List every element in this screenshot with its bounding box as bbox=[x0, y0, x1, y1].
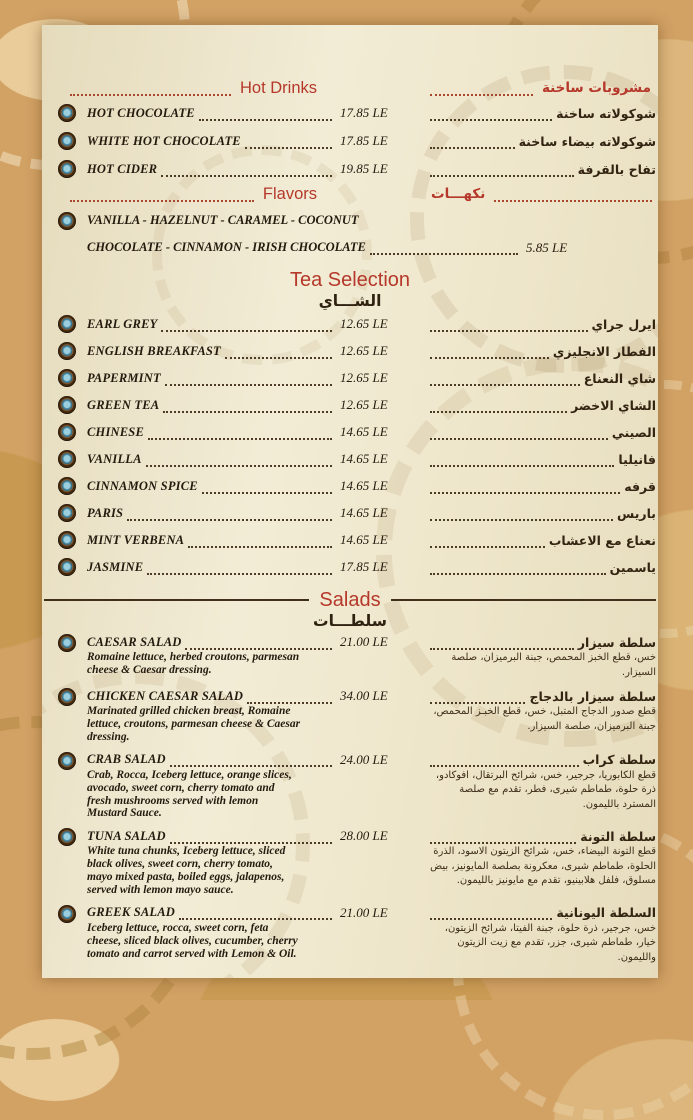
item-name-en: ENGLISH BREAKFAST bbox=[87, 343, 221, 358]
dotted-leader bbox=[188, 533, 332, 548]
dotted-leader bbox=[202, 479, 332, 494]
item-name-ar: نعناع مع الاعشاب bbox=[548, 532, 656, 548]
dotted-leader bbox=[199, 106, 332, 121]
menu-item-row bbox=[42, 99, 658, 127]
item-name-ar: الصيني bbox=[611, 424, 656, 440]
item-english-column bbox=[87, 827, 336, 897]
flavors-text: CHOCOLATE - CINNAMON - IRISH CHOCOLATE bbox=[87, 240, 366, 254]
item-name-en: GREEK SALAD bbox=[87, 905, 175, 920]
dotted-leader bbox=[165, 371, 332, 386]
dotted-leader bbox=[430, 506, 613, 521]
divider-line bbox=[391, 599, 656, 601]
menu-item-row bbox=[42, 527, 658, 554]
item-name-en: HOT CHOCOLATE bbox=[87, 105, 195, 120]
item-name-line bbox=[87, 827, 336, 845]
section-hot-drinks bbox=[42, 77, 658, 183]
item-arabic-cell bbox=[426, 479, 656, 494]
item-arabic-cell bbox=[426, 134, 656, 149]
item-english-column bbox=[87, 687, 336, 744]
dotted-leader bbox=[161, 162, 332, 177]
item-name-line bbox=[87, 687, 336, 705]
item-price: 14.65 LE bbox=[340, 505, 388, 521]
dotted-leader bbox=[370, 240, 518, 255]
item-name-en: PAPERMINT bbox=[87, 370, 161, 385]
item-price: 28.00 LE bbox=[340, 828, 388, 844]
coffee-badge-icon bbox=[58, 315, 76, 333]
item-price: 34.00 LE bbox=[340, 688, 388, 704]
item-description-ar: قطع الكابوريا، جرجير، خس، شرائح البرتقال، افوكادو، ذرة حلوة، طماطم شيرى، فطر، تقدم مع صلصة المسترد بالليمون. bbox=[435, 769, 656, 810]
item-name-en: PARIS bbox=[87, 505, 124, 520]
coffee-badge-icon bbox=[58, 369, 76, 387]
flavors-text: VANILLA - HAZELNUT - CARAMEL - COCONUT bbox=[87, 213, 359, 227]
dotted-leader bbox=[430, 560, 606, 575]
item-name-ar: تفاح بالقرفة bbox=[577, 161, 656, 177]
salad-item-row bbox=[42, 630, 658, 684]
item-description-en: Romaine lettuce, herbed croutons, parmesan cheese & Caesar dressing. bbox=[87, 651, 300, 677]
item-arabic-column bbox=[426, 751, 656, 813]
item-name-en: CHINESE bbox=[87, 424, 144, 439]
item-price: 24.00 LE bbox=[340, 751, 388, 767]
dotted-leader bbox=[430, 752, 579, 767]
section-flavors bbox=[42, 183, 658, 261]
dotted-leader bbox=[430, 106, 552, 121]
item-english-column bbox=[87, 751, 336, 821]
section-title-ar: سلطـــات bbox=[313, 611, 387, 630]
coffee-badge-icon bbox=[58, 132, 76, 150]
coffee-badge-icon bbox=[58, 342, 76, 360]
item-price: 21.00 LE bbox=[340, 904, 388, 920]
item-name-en: TUNA SALAD bbox=[87, 828, 166, 843]
section-tea-selection bbox=[42, 269, 658, 581]
item-arabic-cell bbox=[426, 425, 656, 440]
coffee-badge-icon bbox=[58, 828, 76, 846]
item-arabic-column bbox=[426, 827, 656, 889]
item-english-column bbox=[87, 904, 336, 961]
dotted-leader bbox=[225, 344, 332, 359]
salad-item-row bbox=[42, 824, 658, 901]
section-header-tea-selection bbox=[42, 269, 658, 311]
item-description-en: Iceberg lettuce, rocca, sweet corn, feta cheese, sliced black olives, cucumber, cherry tomato and carrot served with Lemon & Oil. bbox=[87, 921, 298, 960]
item-name-ar: سلطة سيزار bbox=[577, 634, 656, 650]
item-name-line-ar bbox=[426, 827, 656, 845]
coffee-badge-icon bbox=[58, 688, 76, 706]
dotted-leader bbox=[170, 829, 332, 844]
item-name-en: HOT CIDER bbox=[87, 161, 158, 176]
coffee-badge-icon bbox=[58, 634, 76, 652]
item-price: 12.65 LE bbox=[340, 370, 388, 386]
dotted-leader bbox=[430, 452, 614, 467]
item-name-ar: شاي النعناع bbox=[583, 370, 656, 386]
section-header-salads bbox=[42, 589, 658, 612]
item-price: 17.85 LE bbox=[340, 559, 388, 575]
dotted-leader bbox=[179, 905, 332, 920]
item-name-en: CINNAMON SPICE bbox=[87, 478, 198, 493]
salad-item-row bbox=[42, 748, 658, 825]
section-salads bbox=[42, 589, 658, 970]
item-name-ar: ياسمين bbox=[609, 559, 656, 575]
item-description-ar: خس، قطع الخبز المحمص، جبنة البرميزان، صلصة السيزار. bbox=[451, 652, 656, 678]
item-price: 21.00 LE bbox=[340, 634, 388, 650]
item-english-column bbox=[87, 633, 336, 677]
item-name-ar: شوكولاته ساخنة bbox=[556, 105, 656, 121]
item-arabic-cell bbox=[426, 317, 656, 332]
dotted-leader bbox=[146, 452, 332, 467]
item-description-en: Crab, Rocca, Iceberg lettuce, orange slices, avocado, sweet corn, cherry tomato and fresh mushrooms served with lemon Mustard Sauce. bbox=[87, 768, 292, 820]
item-price: 19.85 LE bbox=[340, 161, 388, 176]
section-title-ar: الشـــاي bbox=[318, 292, 382, 310]
item-description-en: Marinated grilled chicken breast, Romaine lettuce, croutons, parmesan cheese & Caesar dressing. bbox=[87, 705, 301, 743]
item-name-ar: السلطة اليونانية bbox=[556, 905, 656, 921]
item-name-en: CRAB SALAD bbox=[87, 752, 166, 767]
dotted-leader bbox=[430, 371, 580, 386]
dotted-leader bbox=[430, 479, 620, 494]
coffee-badge-icon bbox=[58, 752, 76, 770]
section-title-en: Tea Selection bbox=[289, 269, 411, 291]
dotted-leader bbox=[430, 635, 574, 650]
dotted-leader bbox=[430, 533, 545, 548]
item-price: 14.65 LE bbox=[340, 478, 388, 494]
section-title-ar: مشروبات ساخنة bbox=[541, 80, 651, 96]
dotted-leader bbox=[430, 829, 576, 844]
dotted-leader bbox=[163, 398, 332, 413]
item-name-line-ar bbox=[426, 904, 656, 922]
coffee-badge-icon bbox=[58, 212, 76, 230]
item-name-ar: سلطة سيزار بالدجاج bbox=[529, 688, 656, 704]
menu-item-row bbox=[42, 473, 658, 500]
dotted-leader bbox=[430, 162, 574, 177]
item-name-line-ar bbox=[426, 687, 656, 705]
item-price: 17.85 LE bbox=[340, 105, 388, 120]
item-name-en: JASMINE bbox=[87, 559, 144, 574]
item-arabic-cell bbox=[426, 533, 656, 548]
menu-item-row bbox=[42, 554, 658, 581]
dotted-leader bbox=[161, 317, 332, 332]
item-price: 14.65 LE bbox=[340, 532, 388, 548]
dotted-leader bbox=[430, 398, 567, 413]
dotted-leader bbox=[430, 317, 588, 332]
item-name-line bbox=[87, 751, 336, 769]
dotted-leader bbox=[148, 425, 332, 440]
item-description-en: White tuna chunks, Iceberg lettuce, sliced black olives, sweet corn, cherry tomato, mayo mixed pasta, boiled eggs, jalapenos, served with lemon mayo sauce. bbox=[87, 845, 286, 896]
item-price: 14.65 LE bbox=[340, 451, 388, 467]
item-name-ar: قرفه bbox=[624, 478, 656, 494]
section-header-flavors bbox=[42, 183, 658, 205]
menu-item-row bbox=[42, 155, 658, 183]
coffee-badge-icon bbox=[58, 423, 76, 441]
section-title-en: Hot Drinks bbox=[239, 78, 317, 97]
section-title-ar-cell bbox=[426, 186, 656, 202]
item-name-ar: الشاي الاخضر bbox=[571, 397, 656, 413]
salad-item-row bbox=[42, 901, 658, 970]
menu-item-row bbox=[42, 311, 658, 338]
section-title-ar: نكهـــات bbox=[431, 186, 486, 202]
menu-content bbox=[42, 25, 658, 978]
divider-line bbox=[44, 599, 309, 601]
menu-item-row bbox=[42, 446, 658, 473]
item-name-ar: فانيليا bbox=[618, 451, 656, 467]
dotted-leader bbox=[430, 425, 608, 440]
dotted-leader bbox=[430, 689, 525, 704]
item-price: 12.65 LE bbox=[340, 343, 388, 359]
dotted-leader bbox=[70, 81, 231, 96]
item-price: 5.85 LE bbox=[526, 239, 568, 255]
item-arabic-cell bbox=[426, 560, 656, 575]
coffee-badge-icon bbox=[58, 160, 76, 178]
item-price: 14.65 LE bbox=[340, 424, 388, 440]
item-price: 12.65 LE bbox=[340, 397, 388, 413]
dotted-leader bbox=[127, 506, 332, 521]
item-arabic-cell bbox=[426, 506, 656, 521]
section-title-en: Flavors bbox=[262, 184, 317, 203]
coffee-badge-icon bbox=[58, 477, 76, 495]
dotted-leader bbox=[147, 560, 332, 575]
item-arabic-cell bbox=[426, 162, 656, 177]
item-name-ar: سلطة التونة bbox=[580, 828, 656, 844]
item-name-line bbox=[87, 904, 336, 922]
item-name-ar: باريس bbox=[617, 505, 656, 521]
item-name-line-ar bbox=[426, 751, 656, 769]
item-arabic-cell bbox=[426, 344, 656, 359]
dotted-leader bbox=[70, 187, 254, 202]
item-arabic-cell bbox=[426, 371, 656, 386]
coffee-badge-icon bbox=[58, 905, 76, 923]
item-name-line-ar bbox=[426, 633, 656, 651]
item-name-en: MINT VERBENA bbox=[87, 532, 185, 547]
item-name-ar: سلطة كراب bbox=[582, 752, 656, 768]
menu-item-row bbox=[42, 392, 658, 419]
item-name-en: VANILLA bbox=[87, 451, 142, 466]
item-arabic-cell bbox=[426, 106, 656, 121]
item-name-en: CHICKEN CAESAR SALAD bbox=[87, 688, 244, 703]
dotted-leader bbox=[494, 187, 652, 202]
section-title-ar-cell bbox=[426, 80, 656, 96]
item-price: 12.65 LE bbox=[340, 316, 388, 332]
dotted-leader bbox=[247, 689, 332, 704]
item-description-ar: خس، جرجير، ذرة حلوة، جبنة الفيتا، شرائح الزيتون، خيار، طماطم شيرى، جزر، تقدم مع زيت الزيتون والليمون. bbox=[444, 922, 656, 963]
dotted-leader bbox=[430, 81, 533, 96]
menu-item-row bbox=[42, 419, 658, 446]
item-name-ar: شوكولاته بيضاء ساخنة bbox=[518, 133, 656, 149]
menu-item-row bbox=[42, 338, 658, 365]
item-arabic-column bbox=[426, 904, 656, 966]
item-name-en: EARL GREY bbox=[87, 316, 158, 331]
item-name-en: CAESAR SALAD bbox=[87, 634, 182, 649]
coffee-badge-icon bbox=[58, 104, 76, 122]
dotted-leader bbox=[245, 134, 332, 149]
dotted-leader bbox=[430, 344, 549, 359]
item-name-ar: ايرل جراي bbox=[591, 316, 656, 332]
section-title-en: Salads bbox=[319, 588, 381, 611]
menu-page bbox=[42, 25, 658, 978]
coffee-badge-icon bbox=[58, 396, 76, 414]
dotted-leader bbox=[170, 752, 332, 767]
coffee-badge-icon bbox=[58, 531, 76, 549]
section-header-hot-drinks bbox=[42, 77, 658, 99]
item-price: 17.85 LE bbox=[340, 133, 388, 148]
item-name-ar: الفطار الانجليزي bbox=[552, 343, 656, 359]
menu-item-row bbox=[42, 500, 658, 527]
item-name-en: WHITE HOT CHOCOLATE bbox=[87, 133, 241, 148]
dotted-leader bbox=[430, 905, 552, 920]
coffee-badge-icon bbox=[58, 450, 76, 468]
item-arabic-column bbox=[426, 633, 656, 680]
item-arabic-cell bbox=[426, 452, 656, 467]
dotted-leader bbox=[185, 635, 332, 650]
item-description-ar: قطع التونة البيضاء، خس، شرائح الزيتون الاسود، الذرة الحلوة، طماطم شيرى، معكرونة بصلصة المايونيز، بيض مسلوق، فلفل هلابينيو، تقدم مع مايونيز بالليمون. bbox=[430, 846, 656, 887]
menu-item-row bbox=[42, 365, 658, 392]
menu-item-row bbox=[42, 127, 658, 155]
item-name-line bbox=[87, 633, 336, 651]
coffee-badge-icon bbox=[58, 504, 76, 522]
item-name-en: GREEN TEA bbox=[87, 397, 160, 412]
flavors-line-2 bbox=[42, 234, 658, 261]
coffee-badge-icon bbox=[58, 558, 76, 576]
salad-item-row bbox=[42, 684, 658, 748]
item-description-ar: قطع صدور الدجاج المتبل، خس، قطع الخبـز المحمص، جبنة البرميزان، صلصة السيزار. bbox=[433, 706, 656, 732]
dotted-leader bbox=[430, 134, 515, 149]
flavors-line-1 bbox=[42, 207, 658, 234]
item-arabic-column bbox=[426, 687, 656, 734]
item-arabic-cell bbox=[426, 398, 656, 413]
